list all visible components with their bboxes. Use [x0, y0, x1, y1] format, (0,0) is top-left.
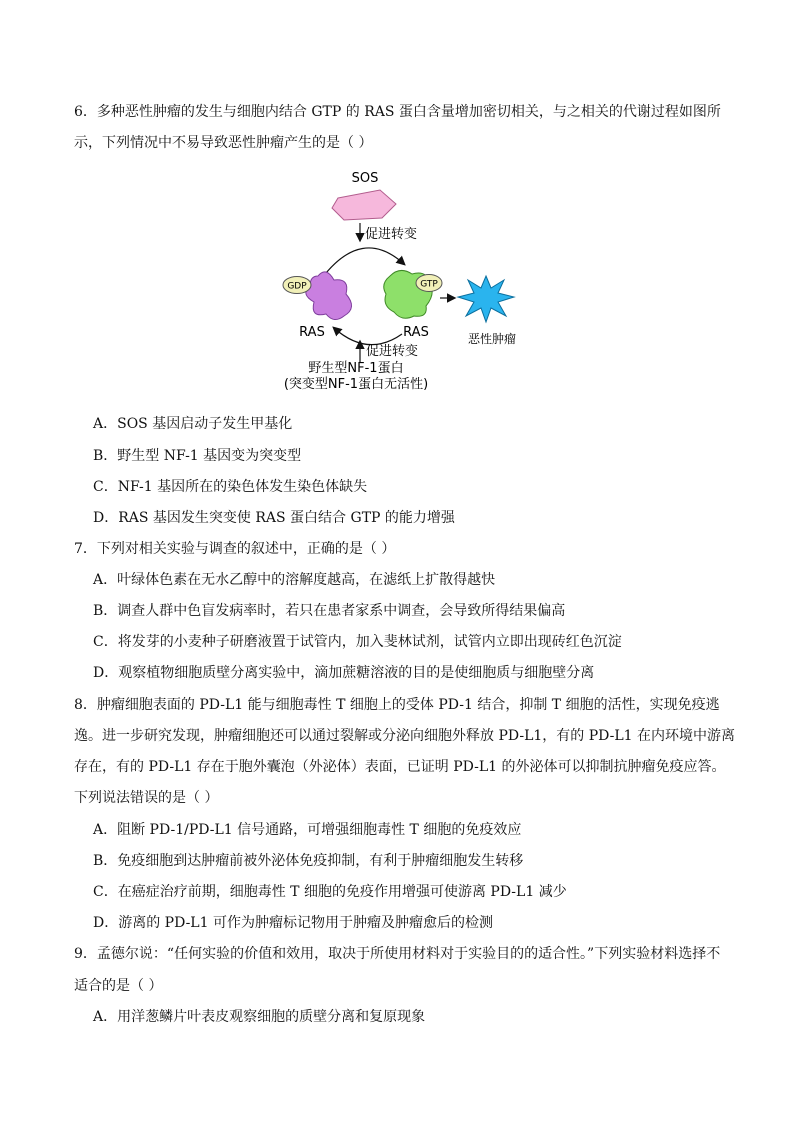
q6-option-a: A．SOS 基因启动子发生甲基化 [93, 416, 293, 432]
promote-label-top: 促进转变 [365, 227, 418, 242]
q6-option-c: C．NF-1 基因所在的染色体发生染色体缺失 [93, 479, 368, 495]
ras-label-right: RAS [403, 325, 429, 340]
tumor-burst-icon [458, 276, 514, 322]
gtp-label: GTP [420, 279, 438, 290]
cycle-arrow-lower [334, 328, 402, 345]
sos-protein-shape [332, 190, 396, 220]
promote-label-bottom: 促进转变 [366, 344, 419, 359]
sos-label: SOS [351, 171, 379, 186]
q8-stem-line2: 逸。进一步研究发现，肿瘤细胞还可以通过裂解或分泌向细胞外释放 PD-L1，有的 PD-L1 在内环境中游离 [74, 728, 736, 744]
q8-option-c: C．在癌症治疗前期，细胞毒性 T 细胞的免疫作用增强可使游离 PD-L1 减少 [93, 884, 567, 900]
q6-option-d: D．RAS 基因发生突变使 RAS 蛋白结合 GTP 的能力增强 [93, 510, 455, 526]
q8-stem-line3: 存在，有的 PD-L1 存在于胞外囊泡（外泌体）表面，已证明 PD-L1 的外泌体可以抑制抗肿瘤免疫应答。 [74, 759, 726, 775]
tumor-label: 恶性肿瘤 [467, 332, 517, 346]
q6-stem-line1: 6．多种恶性肿瘤的发生与细胞内结合 GTP 的 RAS 蛋白含量增加密切相关，与之相关的代谢过程如图所 [74, 104, 721, 120]
q7-option-b: B．调查人群中色盲发病率时，若只在患者家系中调查，会导致所得结果偏高 [93, 603, 566, 619]
q7-option-d: D．观察植物细胞质壁分离实验中，滴加蔗糖溶液的目的是使细胞质与细胞壁分离 [93, 665, 595, 681]
q8-stem-line1: 8．肿瘤细胞表面的 PD-L1 能与细胞毒性 T 细胞上的受体 PD-1 结合，抑制 T 细胞的活性，实现免疫逃 [74, 697, 720, 713]
q6-option-b: B．野生型 NF-1 基因变为突变型 [93, 448, 302, 464]
cycle-arrow-upper [322, 248, 404, 278]
q7-stem: 7．下列对相关实验与调查的叙述中，正确的是（ ） [74, 541, 396, 557]
q9-option-a: A．用洋葱鳞片叶表皮观察细胞的质壁分离和复原现象 [93, 1009, 426, 1025]
q8-stem-line4: 下列说法错误的是（ ） [74, 790, 219, 806]
gdp-label: GDP [287, 281, 307, 292]
q8-option-d: D．游离的 PD-L1 可作为肿瘤标记物用于肿瘤及肿瘤愈后的检测 [93, 915, 493, 931]
q8-option-a: A．阻断 PD-1/PD-L1 信号通路，可增强细胞毒性 T 细胞的免疫效应 [93, 822, 522, 838]
q7-option-a: A．叶绿体色素在无水乙醇中的溶解度越高，在滤纸上扩散得越快 [93, 572, 496, 588]
q9-stem-line2: 适合的是（ ） [74, 978, 163, 994]
q9-stem-line1: 9．孟德尔说：“任何实验的价值和效用，取决于所使用材料对于实验目的的适合性。”下列实验材料选择不 [74, 946, 721, 962]
ras-label-left: RAS [299, 325, 325, 340]
ras-pathway-diagram [270, 166, 530, 398]
mutant-label: (突变型NF-1蛋白无活性) [283, 377, 429, 392]
wild-type-label: 野生型NF-1蛋白 [308, 361, 404, 376]
q7-option-c: C．将发芽的小麦种子研磨液置于试管内，加入斐林试剂，试管内立即出现砖红色沉淀 [93, 634, 622, 650]
q6-stem-line2: 示，下列情况中不易导致恶性肿瘤产生的是（ ） [74, 135, 373, 151]
ras-gdp-shape [306, 272, 352, 320]
q8-option-b: B．免疫细胞到达肿瘤前被外泌体免疫抑制，有利于肿瘤细胞发生转移 [93, 853, 524, 869]
